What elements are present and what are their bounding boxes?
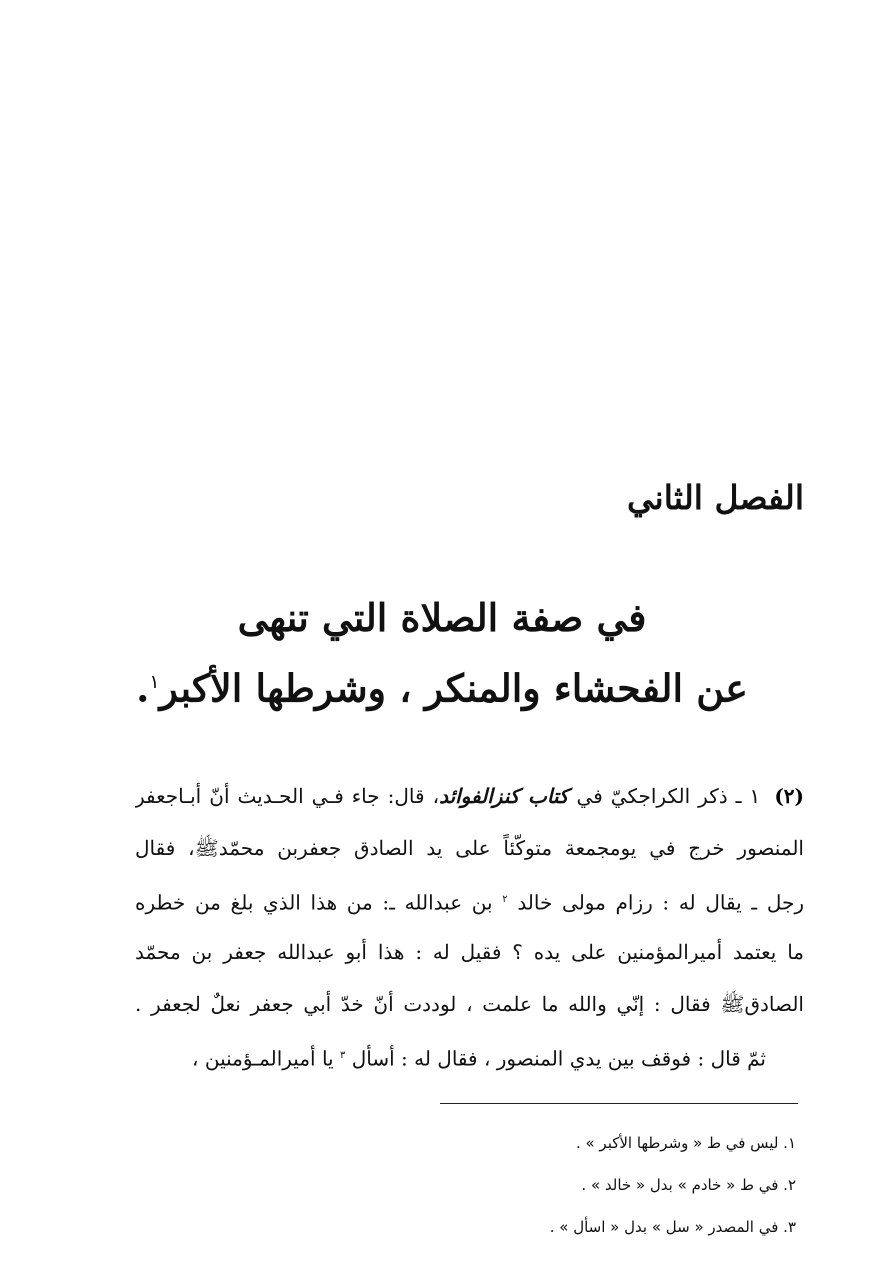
body-line-6-b: يا أميرالمـؤمنين ، bbox=[192, 1046, 334, 1071]
hadith-number: (٢) bbox=[774, 784, 804, 808]
body-line-6-a: ثمّ قال : فوقف بين يدي المنصور ، فقال له : أسأل bbox=[351, 1046, 766, 1071]
body-line-5: الصادقﷺ فقال : إنّي والله ما علمت ، لوددت أنّ خدّ أبي جعفر نعلٌ لجعفر . bbox=[135, 992, 804, 1016]
body-line-3-b: بن عبدالله ـ: من هذا الذي بلغ من خطره bbox=[135, 890, 493, 915]
body-line-4: ما يعتمد أميرالمؤمنين على يده ؟ فقيل له : هذا أبو عبدالله جعفر بن محمّد bbox=[135, 940, 804, 964]
chapter-label: الفصل الثاني bbox=[627, 478, 804, 517]
footnotes bbox=[200, 1122, 796, 1248]
footnote-ref-3[interactable]: ٣ bbox=[339, 1050, 346, 1061]
title-line-2-text: عن الفحشاء والمنكر ، وشرطها الأكبر bbox=[159, 665, 748, 711]
title-line-2 bbox=[120, 650, 764, 721]
footnote-ref-1[interactable]: ١ bbox=[149, 671, 160, 693]
body-line-1 bbox=[135, 770, 804, 822]
body-line-1-a: ١ ـ ذكر الكراجكيّ في bbox=[576, 784, 761, 808]
body-line-1-b: ، قال: جاء فـي الحـديث أنّ أبـاجعفر bbox=[135, 784, 440, 808]
footnote-2: ٢. في ط « خادم » بدل « خالد » . bbox=[581, 1176, 796, 1194]
chapter-title bbox=[120, 586, 764, 721]
body-line-2: المنصور خرج في يومجمعة متوكّئاً على يد الصادق جعفربن محمّدﷺ، فقال bbox=[135, 836, 804, 860]
body-line-6 bbox=[135, 1030, 804, 1082]
footnote-ref-2[interactable]: ٢ bbox=[502, 894, 508, 905]
title-line-2-end: . bbox=[136, 665, 150, 711]
body-line-3 bbox=[135, 874, 804, 926]
footnote-3: ٣. في المصدر « سل » بدل « اسأل » . bbox=[549, 1218, 796, 1236]
body-text bbox=[135, 770, 804, 1082]
body-line-3-a: رجل ـ يقال له : رزام مولى خالد bbox=[517, 890, 804, 915]
title-line-1: في صفة الصلاة التي تنهى bbox=[237, 595, 647, 640]
book-title: كتاب كنزالفوائد bbox=[439, 784, 569, 808]
footnote-divider bbox=[440, 1103, 798, 1104]
footnote-1: ١. ليس في ط « وشرطها الأكبر » . bbox=[575, 1134, 796, 1152]
